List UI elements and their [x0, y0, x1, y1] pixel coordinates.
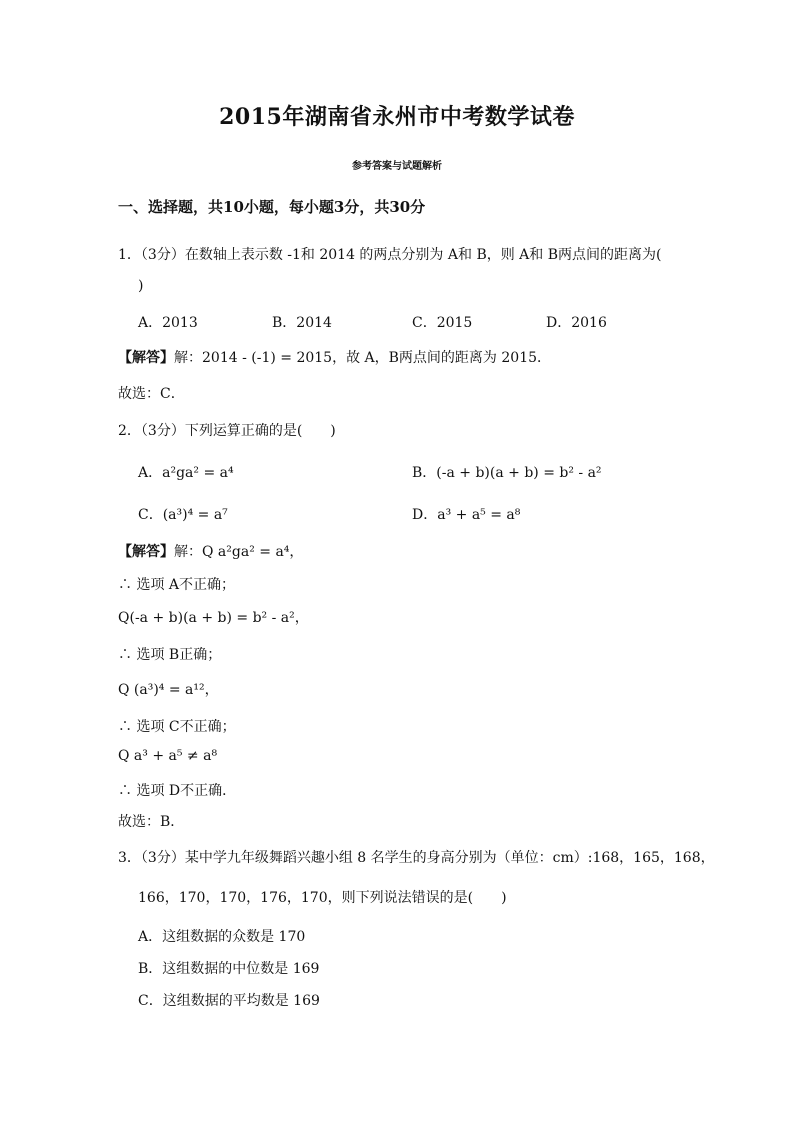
q2-option-d: D．a³ + a⁵ = a⁸ [412, 507, 521, 523]
q2-answer-line: Q a³ + a⁵ ≠ a⁸ [118, 748, 218, 764]
answer-tag: 【解答】 [118, 544, 174, 560]
q2-answer-line: ∴ 选项 A不正确； [118, 577, 236, 593]
q1-option-b: B．2014 [272, 315, 332, 331]
q2-option-a: A．a²ga² = a⁴ [138, 465, 234, 481]
q1-answer-text: 解：2014 - (-1) = 2015，故 A，B两点间的距离为 2015． [174, 350, 552, 366]
q2-option-b: B．(-a + b)(a + b) = b² - a² [412, 465, 602, 481]
q1-stem-line1: 1．（3分）在数轴上表示数 -1和 2014 的两点分别为 A和 B，则 A和 B两点间的距离为( [118, 247, 662, 263]
q2-stem: 2．（3分）下列运算正确的是( ) [118, 423, 336, 439]
q1-answer [118, 347, 551, 367]
q2-answer [118, 541, 303, 561]
q2-answer-line: ∴ 选项 D不正确． [118, 783, 237, 799]
section-heading: 一、选择题，共10小题，每小题3分，共30分 [118, 198, 426, 216]
q1-option-c: C．2015 [412, 315, 473, 331]
q3-stem-line1: 3．（3分）某中学九年级舞蹈兴趣小组 8 名学生的身高分别为（单位：cm）:168，165，168， [118, 850, 715, 866]
q1-answer-choice: 故选：C． [118, 386, 185, 402]
q3-option-b: B．这组数据的中位数是 169 [138, 961, 320, 977]
q2-answer-line: 解：Q a²ga² = a⁴， [174, 544, 304, 560]
page-subtitle: 参考答案与试题解析 [352, 161, 442, 172]
q1-option-a: A．2013 [138, 315, 198, 331]
q2-answer-choice: 故选：B． [118, 814, 185, 830]
q3-option-c: C．这组数据的平均数是 169 [138, 993, 320, 1009]
q2-answer-line: Q (a³)⁴ = a¹²， [118, 682, 219, 698]
q3-option-a: A．这组数据的众数是 170 [138, 929, 306, 945]
q3-stem-line2: 166，170，170，176，170，则下列说法错误的是( ) [138, 890, 507, 906]
q1-stem-line2: ) [138, 278, 144, 294]
q2-answer-line: Q(-a + b)(a + b) = b² - a²， [118, 610, 309, 626]
q2-option-c: C．(a³)⁴ = a⁷ [138, 507, 228, 523]
page-title: 2015年湖南省永州市中考数学试卷 [219, 104, 575, 130]
q1-option-d: D．2016 [546, 315, 607, 331]
answer-tag: 【解答】 [118, 350, 174, 366]
q2-answer-line: ∴ 选项 B正确； [118, 647, 222, 663]
q2-answer-line: ∴ 选项 C不正确； [118, 719, 236, 735]
